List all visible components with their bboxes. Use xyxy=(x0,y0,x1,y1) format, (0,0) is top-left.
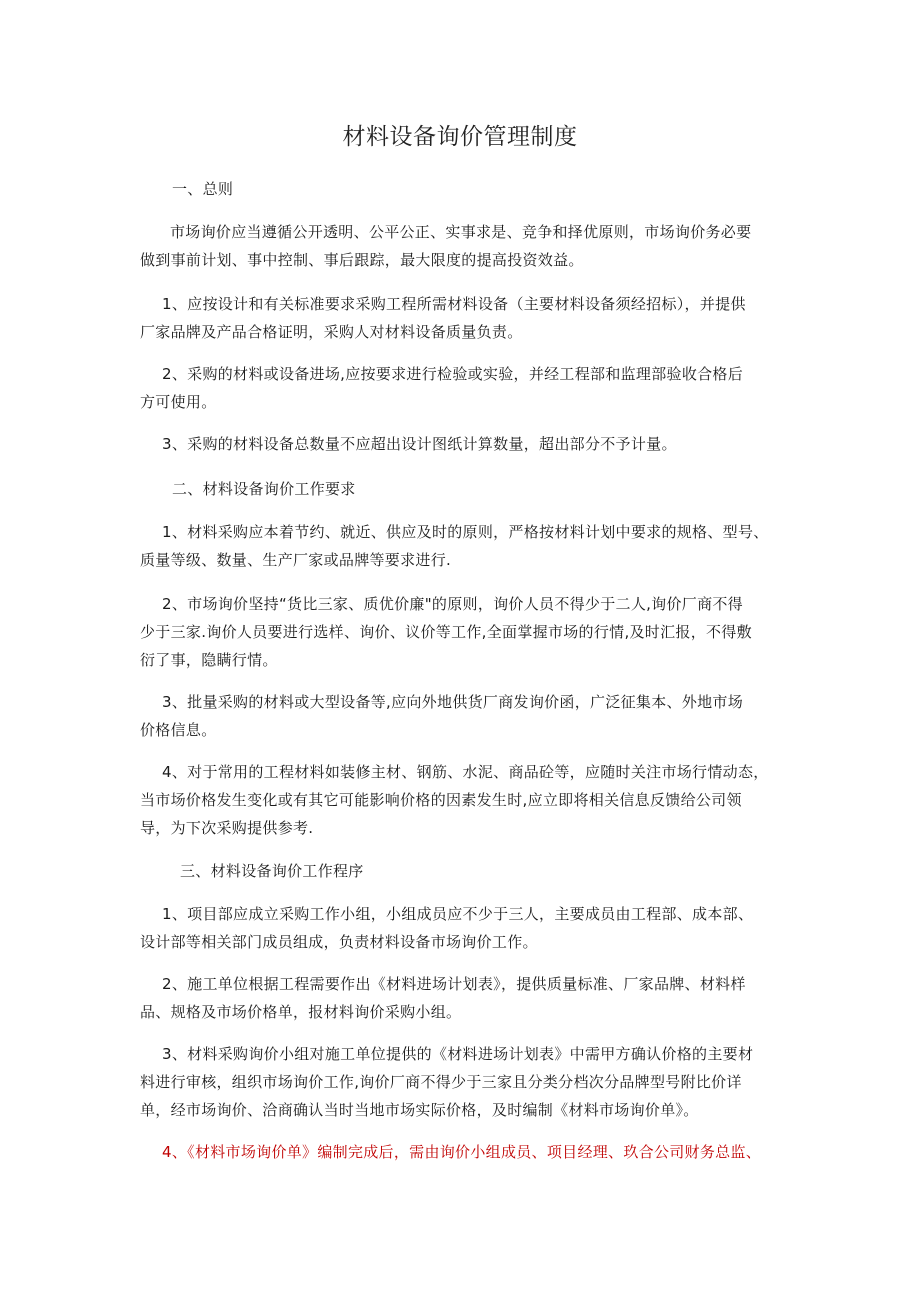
paragraph-line: 当市场价格发生变化或有其它可能影响价格的因素发生时,应立即将相关信息反馈给公司领 xyxy=(140,791,742,809)
requirement-item-2 xyxy=(140,590,800,674)
paragraph-line: 少于三家.询价人员要进行选样、询价、议价等工作,全面掌握市场的行情,及时汇报，不得敷 xyxy=(140,623,752,641)
procedure-item-3 xyxy=(140,1040,800,1124)
paragraph-line: 品、规格及市场价格单，报材料询价采购小组。 xyxy=(140,1003,462,1021)
paragraph-line: 导，为下次采购提供参考. xyxy=(140,819,314,837)
requirement-item-4 xyxy=(140,758,800,842)
general-item-3 xyxy=(140,430,800,458)
procedure-item-1 xyxy=(140,900,800,956)
section-heading-requirements: 二、材料设备询价工作要求 xyxy=(172,480,356,498)
intro-paragraph xyxy=(140,218,800,274)
procedure-item-2 xyxy=(140,970,800,1026)
paragraph-line: 2、市场询价坚持“货比三家、质优价廉"的原则，询价人员不得少于二人,询价厂商不得 xyxy=(162,595,743,613)
paragraph-line: 料进行审核，组织市场询价工作,询价厂商不得少于三家且分类分档次分品牌型号附比价详 xyxy=(140,1073,742,1091)
section-heading-general: 一、总则 xyxy=(172,180,234,198)
general-item-2 xyxy=(140,360,800,416)
paragraph-line: 2、施工单位根据工程需要作出《材料进场计划表》，提供质量标准、厂家品牌、材料样 xyxy=(162,975,746,993)
paragraph-line: 1、应按设计和有关标准要求采购工程所需材料设备（主要材料设备须经招标），并提供 xyxy=(162,295,746,313)
paragraph-line: 市场询价应当遵循公开透明、公平公正、实事求是、竞争和择优原则，市场询价务必要 xyxy=(170,223,752,241)
general-item-1 xyxy=(140,290,800,346)
paragraph-line: 4、《材料市场询价单》编制完成后，需由询价小组成员、项目经理、玖合公司财务总监、 xyxy=(162,1143,762,1161)
paragraph-line: 3、批量采购的材料或大型设备等,应向外地供货厂商发询价函，广泛征集本、外地市场 xyxy=(162,693,744,711)
paragraph-line: 方可使用。 xyxy=(140,393,217,411)
requirement-item-3 xyxy=(140,688,800,744)
paragraph-line: 衍了事，隐瞒行情。 xyxy=(140,651,278,669)
paragraph-line: 价格信息。 xyxy=(140,721,217,739)
paragraph-line: 单，经市场询价、洽商确认当时当地市场实际价格，及时编制《材料市场询价单》。 xyxy=(140,1101,699,1119)
section-heading-procedures: 三、材料设备询价工作程序 xyxy=(180,862,364,880)
paragraph-line: 质量等级、数量、生产厂家或品牌等要求进行. xyxy=(140,551,452,569)
paragraph-line: 4、对于常用的工程材料如装修主材、钢筋、水泥、商品砼等，应随时关注市场行情动态， xyxy=(162,763,769,781)
paragraph-line: 2、采购的材料或设备进场,应按要求进行检验或实验，并经工程部和监理部验收合格后 xyxy=(162,365,744,383)
document-title: 材料设备询价管理制度 xyxy=(342,124,578,150)
paragraph-line: 厂家品牌及产品合格证明，采购人对材料设备质量负责。 xyxy=(140,323,523,341)
paragraph-line: 3、材料采购询价小组对施工单位提供的《材料进场计划表》中需甲方确认价格的主要材 xyxy=(162,1045,754,1063)
procedure-item-4-highlighted xyxy=(140,1138,800,1166)
paragraph-line: 1、项目部应成立采购工作小组，小组成员应不少于三人，主要成员由工程部、成本部、 xyxy=(162,905,754,923)
requirement-item-1 xyxy=(140,518,800,574)
paragraph-line: 做到事前计划、事中控制、事后跟踪，最大限度的提高投资效益。 xyxy=(140,251,584,269)
paragraph-line: 3、采购的材料设备总数量不应超出设计图纸计算数量，超出部分不予计量。 xyxy=(162,435,677,453)
paragraph-line: 设计部等相关部门成员组成，负责材料设备市场询价工作。 xyxy=(140,933,538,951)
paragraph-line: 1、材料采购应本着节约、就近、供应及时的原则，严格按材料计划中要求的规格、型号、 xyxy=(162,523,769,541)
